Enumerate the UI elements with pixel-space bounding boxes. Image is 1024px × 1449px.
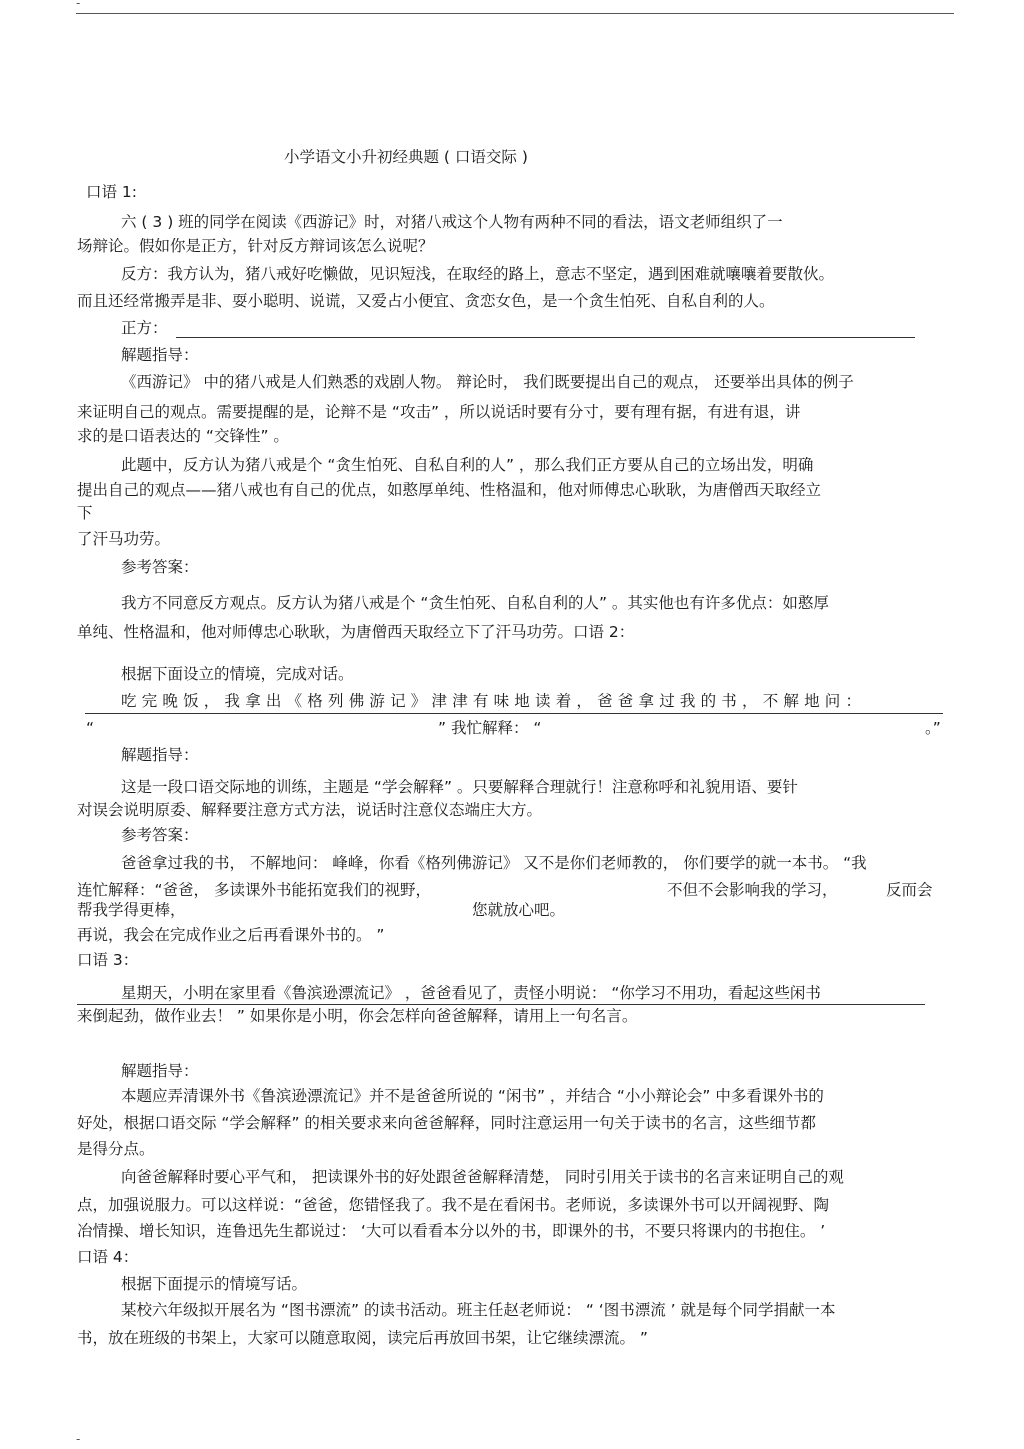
- paragraph-line: 《西游记》 中的猪八戒是人们熟悉的戏剧人物。 辩论时， 我们既要提出自己的观点， 还要举出具体的例子: [121, 373, 854, 391]
- paragraph-line: 不但不会影响我的学习，: [667, 881, 838, 899]
- paragraph-line: 冶情操、增长知识，连鲁迅先生都说过： ‘大可以看看本分以外的书，即课外的书，不要只将课内的书抱住。 ’: [77, 1222, 826, 1240]
- paragraph-line: 是得分点。: [77, 1140, 155, 1158]
- answer-blank-line: [176, 337, 915, 338]
- section-heading-4: 口语 4：: [77, 1248, 139, 1266]
- guide-heading: 解题指导：: [121, 346, 199, 364]
- reference-heading: 参考答案：: [121, 558, 199, 576]
- paragraph-line: ” 我忙解释： “: [438, 719, 542, 737]
- header-rule: [76, 13, 954, 14]
- paragraph-line: 下: [77, 504, 93, 522]
- paragraph-line: 某校六年级拟开展名为 “图书漂流” 的读书活动。班主任赵老师说： “ ‘图书漂流 ’ 就是每个同学捐献一本: [121, 1301, 836, 1319]
- quote-mark: “: [86, 719, 95, 737]
- paragraph-line: 帮我学得更棒，: [77, 901, 186, 919]
- dialogue-blank-line: [85, 713, 943, 714]
- paragraph-line: 再说，我会在完成作业之后再看课外书的。 ”: [77, 926, 385, 944]
- paragraph-line: 来证明自己的观点。需要提醒的是，论辩不是 “攻击” ，所以说话时要有分寸，要有理有据，有进有退，讲: [77, 403, 801, 421]
- quote-mark: 。”: [925, 719, 941, 737]
- paragraph-line: 此题中，反方认为猪八戒是个 “贪生怕死、自私自利的人” ，那么我们正方要从自己的立场出发，明确: [121, 456, 814, 474]
- answer-label: 正方：: [121, 319, 168, 337]
- paragraph-line: 这是一段口语交际地的训练，主题是 “学会解释” 。只要解释合理就行！注意称呼和礼貌用语、要针: [121, 778, 798, 796]
- paragraph-line: 来倒起劲，做作业去！ ” 如果你是小明，你会怎样向爸爸解释，请用上一句名言。: [77, 1007, 638, 1025]
- paragraph-line: 场辩论。假如你是正方，针对反方辩词该怎么说呢？: [77, 237, 434, 255]
- section-heading-3: 口语 3：: [77, 951, 139, 969]
- paragraph-line: 根据下面设立的情境，完成对话。: [121, 665, 354, 683]
- footer-mark: -: [76, 1432, 81, 1446]
- paragraph-line: 单纯、性格温和，他对师傅忠心耿耿，为唐僧西天取经立下了汗马功劳。口语 2：: [77, 623, 635, 641]
- paragraph-line: 对误会说明原委、解释要注意方式方法，说话时注意仪态端庄大方。: [77, 801, 543, 819]
- paragraph-line: 星期天，小明在家里看《鲁滨逊漂流记》 ，爸爸看见了，责怪小明说： “你学习不用功，看起这些闲书: [121, 984, 821, 1002]
- page-title: 小学语文小升初经典题 ( 口语交际 ): [284, 148, 528, 166]
- paragraph-line: 反方：我方认为，猪八戒好吃懒做，见识短浅，在取经的路上，意志不坚定，遇到困难就嚷嚷着要散伙。: [121, 265, 835, 283]
- paragraph-line: 书，放在班级的书架上，大家可以随意取阅，读完后再放回书架，让它继续漂流。 ”: [77, 1329, 648, 1347]
- paragraph-line: 吃完晚饭，我拿出《格列佛游记》津津有味地读着，爸爸拿过我的书，不解地问：: [121, 692, 867, 710]
- paragraph-line: 点，加强说服力。可以这样说：“爸爸，您错怪我了。我不是在看闲书。老师说，多读课外书可以开阔视野、陶: [77, 1196, 830, 1214]
- underline: [77, 1004, 925, 1005]
- guide-heading: 解题指导：: [121, 1062, 199, 1080]
- guide-heading: 解题指导：: [121, 746, 199, 764]
- paragraph-line: 我方不同意反方观点。反方认为猪八戒是个 “贪生怕死、自私自利的人” 。其实他也有许多优点：如憨厚: [121, 594, 829, 612]
- section-heading-1: 口语 1:: [86, 183, 138, 201]
- paragraph-line: 六 ( 3 ) 班的同学在阅读《西游记》时，对猪八戒这个人物有两种不同的看法，语文老师组织了一: [121, 213, 783, 231]
- paragraph-line: 提出自己的观点——猪八戒也有自己的优点，如憨厚单纯、性格温和，他对师傅忠心耿耿，为唐僧西天取经立: [77, 481, 822, 499]
- paragraph-line: 您就放心吧。: [472, 901, 566, 919]
- header-mark: -: [76, 0, 81, 10]
- paragraph-line: 根据下面提示的情境写话。: [121, 1275, 308, 1293]
- paragraph-line: 本题应弄清课外书《鲁滨逊漂流记》并不是爸爸所说的 “闲书” ，并结合 “小小辩论会” 中多看课外书的: [121, 1087, 824, 1105]
- paragraph-line: 反而会: [886, 881, 933, 899]
- paragraph-line: 求的是口语表达的 “交锋性” 。: [77, 427, 289, 445]
- paragraph-line: 好处，根据口语交际 “学会解释” 的相关要求来向爸爸解释，同时注意运用一句关于读书的名言，这些细节都: [77, 1114, 816, 1132]
- paragraph-line: 而且还经常搬弄是非、耍小聪明、说谎，又爱占小便宜、贪恋女色，是一个贪生怕死、自私自利的人。: [77, 292, 775, 310]
- reference-heading: 参考答案：: [121, 826, 199, 844]
- paragraph-line: 了汗马功劳。: [77, 530, 171, 548]
- paragraph-line: 连忙解释：“爸爸， 多读课外书能拓宽我们的视野，: [77, 881, 431, 899]
- paragraph-line: 向爸爸解释时要心平气和， 把读课外书的好处跟爸爸解释清楚， 同时引用关于读书的名言来证明自己的观: [121, 1168, 844, 1186]
- paragraph-line: 爸爸拿过我的书， 不解地问： 峰峰，你看《格列佛游记》 又不是你们老师教的， 你们要学的就一本书。 “我: [121, 854, 867, 872]
